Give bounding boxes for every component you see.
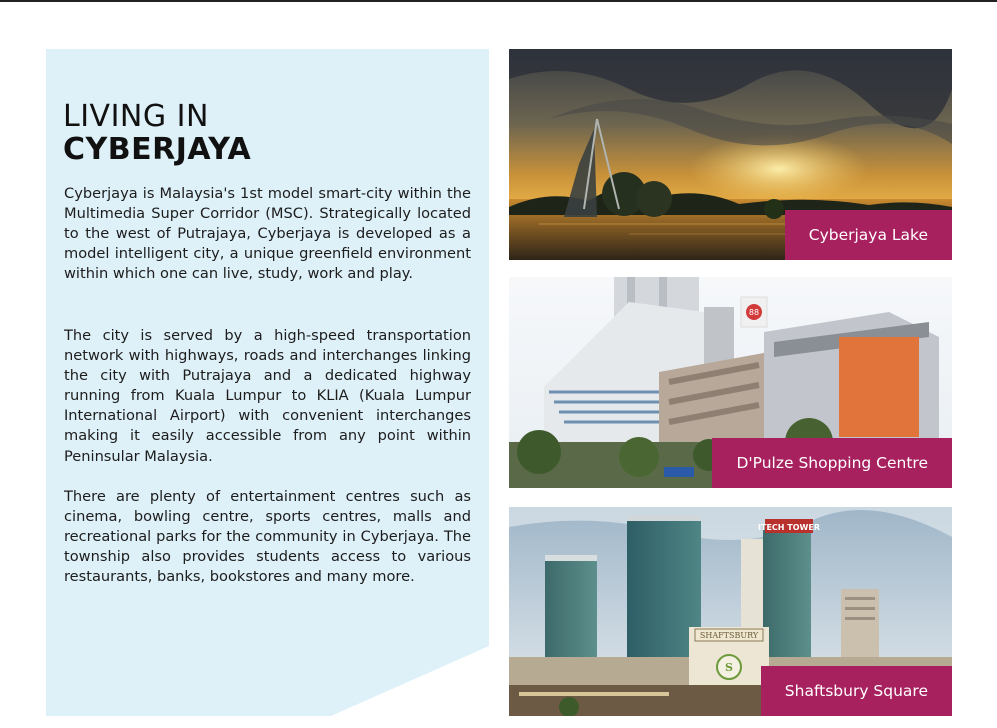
caption-cyberjaya-lake: Cyberjaya Lake	[785, 210, 952, 260]
sign-itech-tower: ITECH TOWER	[758, 523, 820, 532]
photo-shaftsbury-square	[509, 507, 952, 716]
page-title	[63, 100, 463, 166]
top-rule	[0, 0, 997, 2]
caption-dpulze-shopping-centre: D'Pulze Shopping Centre	[712, 438, 952, 488]
transport-paragraph: The city is served by a high-speed transportation network with highways, roads and interchanges linking the city with Putrajaya and a dedicated highway running from Kuala Lumpur to KLIA (Kuala Lumpur International Airport) with convenient interchanges making it easily accessible from any point within Peninsular Malaysia.	[64, 327, 471, 465]
shaftsbury-logo-letter: S	[725, 661, 733, 674]
caption-shaftsbury-square: Shaftsbury Square	[761, 666, 952, 716]
sign-88: 88	[748, 308, 760, 317]
sign-shaftsbury: SHAFTSBURY	[699, 631, 759, 640]
title-line-1: LIVING IN	[63, 99, 209, 134]
photo-dpulze-shopping-centre	[509, 277, 952, 488]
photo-cyberjaya-lake	[509, 49, 952, 260]
entertainment-paragraph: There are plenty of entertainment centres such as cinema, bowling centre, sports centres, malls and recreational parks for the community in Cyberjaya. The township also provides students access to various restaurants, banks, bookstores and many more.	[64, 488, 471, 586]
intro-paragraph: Cyberjaya is Malaysia's 1st model smart-city within the Multimedia Super Corridor (MSC). Strategically located to the west of Putrajaya, Cyberjaya is developed as a model intelligent city, a unique greenfield environment within which one can live, study, work and play.	[64, 185, 471, 283]
title-line-2: CYBERJAYA	[63, 132, 252, 167]
